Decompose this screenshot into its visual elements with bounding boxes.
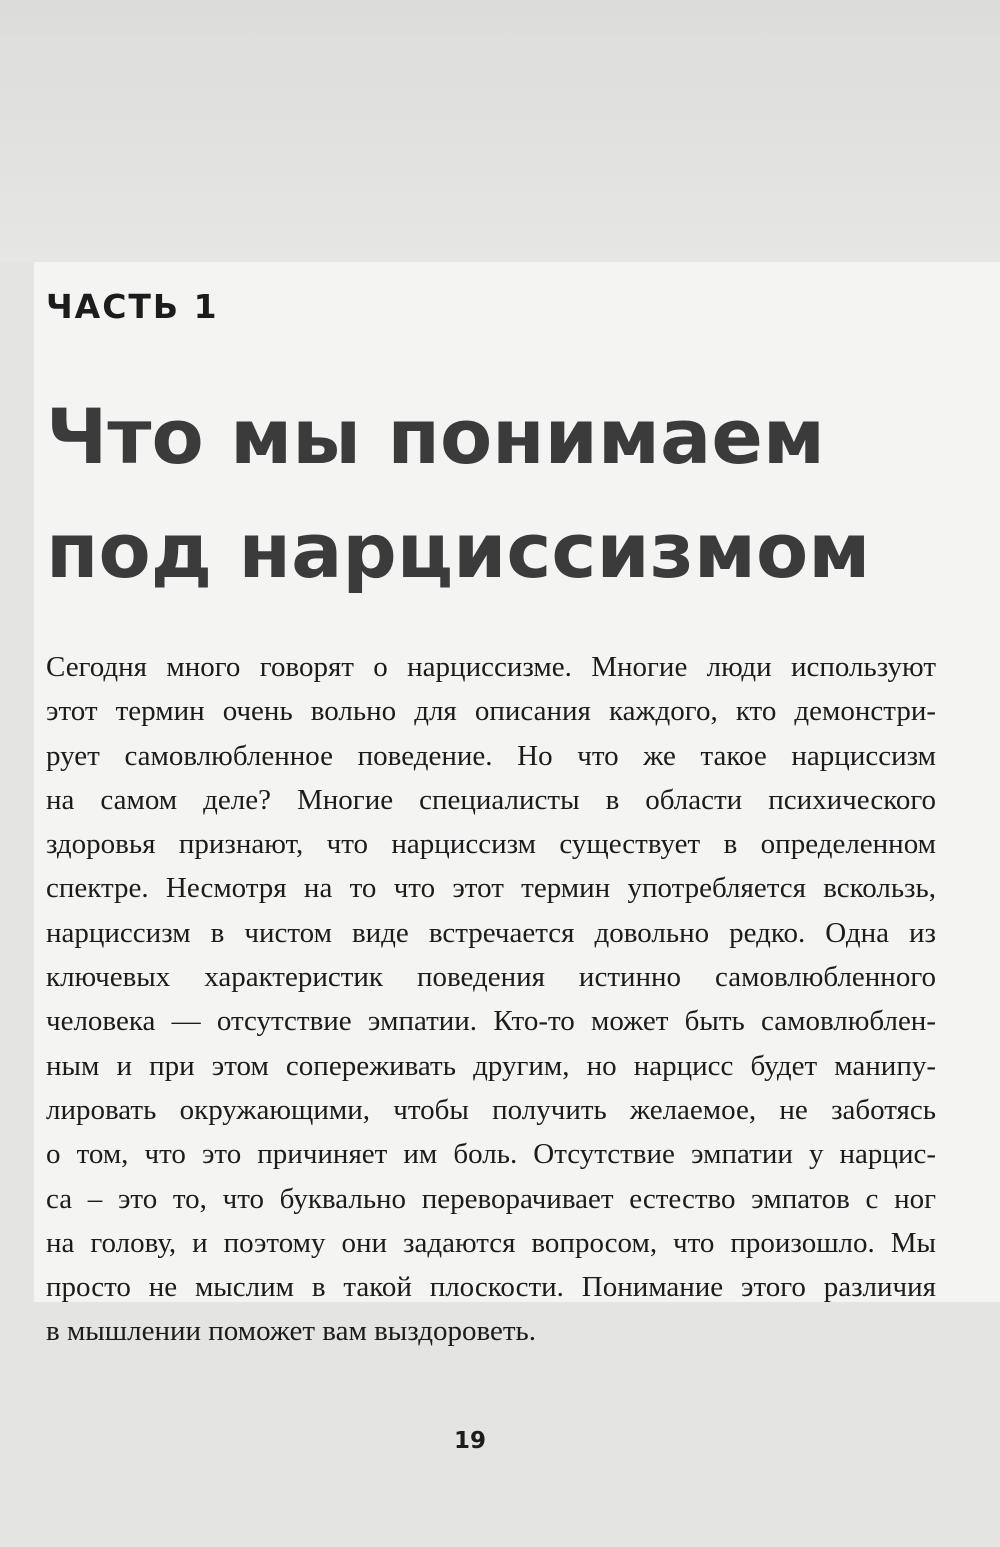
page-number: 19 <box>453 1428 486 1454</box>
body-line: на самом деле? Многие специалисты в области психического <box>46 783 936 816</box>
body-paragraph <box>46 645 936 1354</box>
body-line: этот термин очень вольно для описания каждого, кто демонстри- <box>46 695 936 728</box>
body-line: на голову, и поэтому они задаются вопросом, что произошло. Мы <box>46 1226 936 1259</box>
chapter-title <box>46 380 946 608</box>
body-line: здоровья признают, что нарциссизм существует в определенном <box>46 828 936 861</box>
body-line: са – это то, что буквально переворачивает естество эмпатов с ног <box>46 1182 936 1215</box>
part-label: ЧАСТЬ 1 <box>46 287 219 326</box>
body-line: ным и при этом сопереживать другим, но нарцисс будет манипу- <box>46 1049 936 1082</box>
page-top-area <box>0 0 1000 262</box>
body-line: ключевых характеристик поведения истинно самовлюбленного <box>46 961 936 994</box>
body-line: человека — отсутствие эмпатии. Кто-то может быть самовлюблен- <box>46 1005 936 1038</box>
body-line: в мышлении поможет вам выздороветь. <box>46 1315 536 1348</box>
title-line: Что мы понимаем <box>46 392 825 481</box>
body-line: лировать окружающими, чтобы получить желаемое, не заботясь <box>46 1093 936 1126</box>
body-line: о том, что это причиняет им боль. Отсутствие эмпатии у нарцис- <box>46 1138 936 1171</box>
body-line: спектре. Несмотря на то что этот термин употребляется вскользь, <box>46 872 936 905</box>
body-line: нарциссизм в чистом виде встречается довольно редко. Одна из <box>46 916 936 949</box>
title-line: под нарциссизмом <box>46 506 871 595</box>
body-line: рует самовлюбленное поведение. Но что же такое нарциссизм <box>46 739 936 772</box>
body-line: Сегодня много говорят о нарциссизме. Многие люди используют <box>46 651 936 683</box>
body-line: просто не мыслим в такой плоскости. Понимание этого различия <box>46 1271 936 1304</box>
